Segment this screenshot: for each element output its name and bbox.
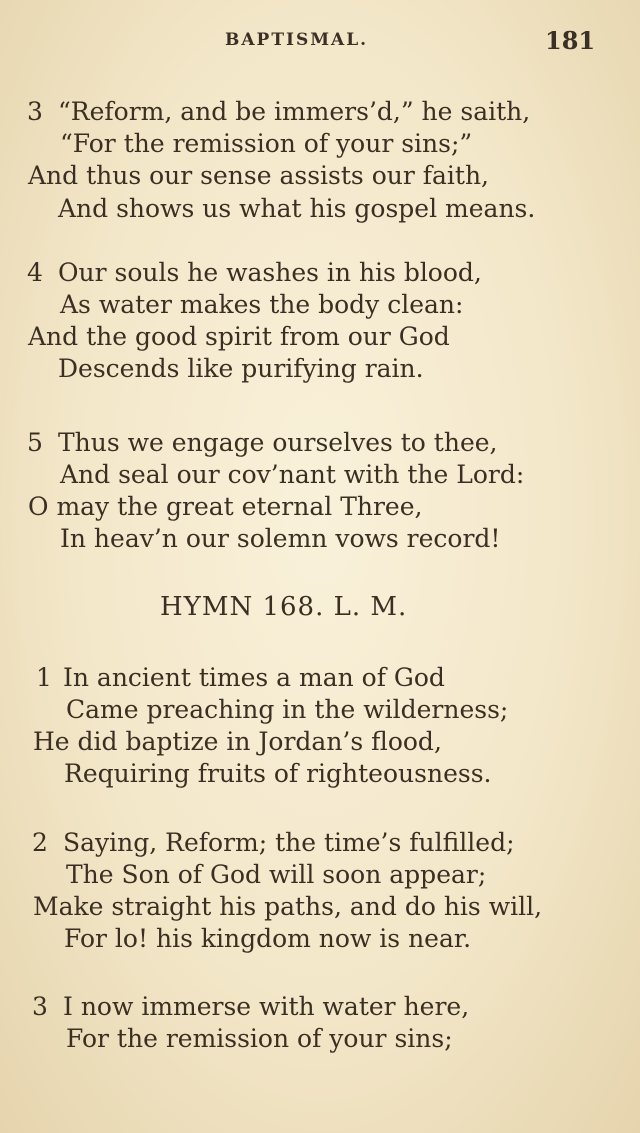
verse-line: Make straight his paths, and do his will, xyxy=(33,892,543,921)
stanza-number: 4 xyxy=(27,258,43,287)
stanza-number: 1 xyxy=(36,663,52,692)
verse-line: Our souls he washes in his blood, xyxy=(58,258,482,287)
verse-line: For lo! his kingdom now is near. xyxy=(64,924,472,953)
verse-line: And seal our cov’nant with the Lord: xyxy=(60,460,525,489)
stanza-number: 3 xyxy=(27,97,43,126)
verse-line: I now immerse with water here, xyxy=(63,992,470,1021)
verse-line: “For the remission of your sins;” xyxy=(60,129,473,158)
stanza-number: 2 xyxy=(32,828,48,857)
verse-line: The Son of God will soon appear; xyxy=(66,860,487,889)
verse-line: As water makes the body clean: xyxy=(60,290,464,319)
verse-line: And thus our sense assists our faith, xyxy=(28,161,489,190)
page-number: 181 xyxy=(545,26,596,55)
verse-line: He did baptize in Jordan’s flood, xyxy=(33,727,442,756)
hymn-heading: HYMN 168. L. M. xyxy=(160,592,408,622)
verse-line: For the remission of your sins; xyxy=(66,1024,453,1053)
stanza-number: 3 xyxy=(32,992,48,1021)
verse-line: In ancient times a man of God xyxy=(63,663,445,692)
verse-line: And shows us what his gospel means. xyxy=(58,194,536,223)
running-head: BAPTISMAL. xyxy=(225,30,369,50)
verse-line: “Reform, and be immers’d,” he saith, xyxy=(58,97,531,126)
verse-line: And the good spirit from our God xyxy=(28,322,450,351)
verse-line: Thus we engage ourselves to thee, xyxy=(58,428,498,457)
verse-line: Came preaching in the wilderness; xyxy=(66,695,509,724)
verse-line: Requiring fruits of righteousness. xyxy=(64,759,492,788)
stanza-number: 5 xyxy=(27,428,43,457)
verse-line: Saying, Reform; the time’s fulfilled; xyxy=(63,828,515,857)
verse-line: O may the great eternal Three, xyxy=(28,492,423,521)
verse-line: Descends like purifying rain. xyxy=(58,354,424,383)
verse-line: In heav’n our solemn vows record! xyxy=(60,524,501,553)
